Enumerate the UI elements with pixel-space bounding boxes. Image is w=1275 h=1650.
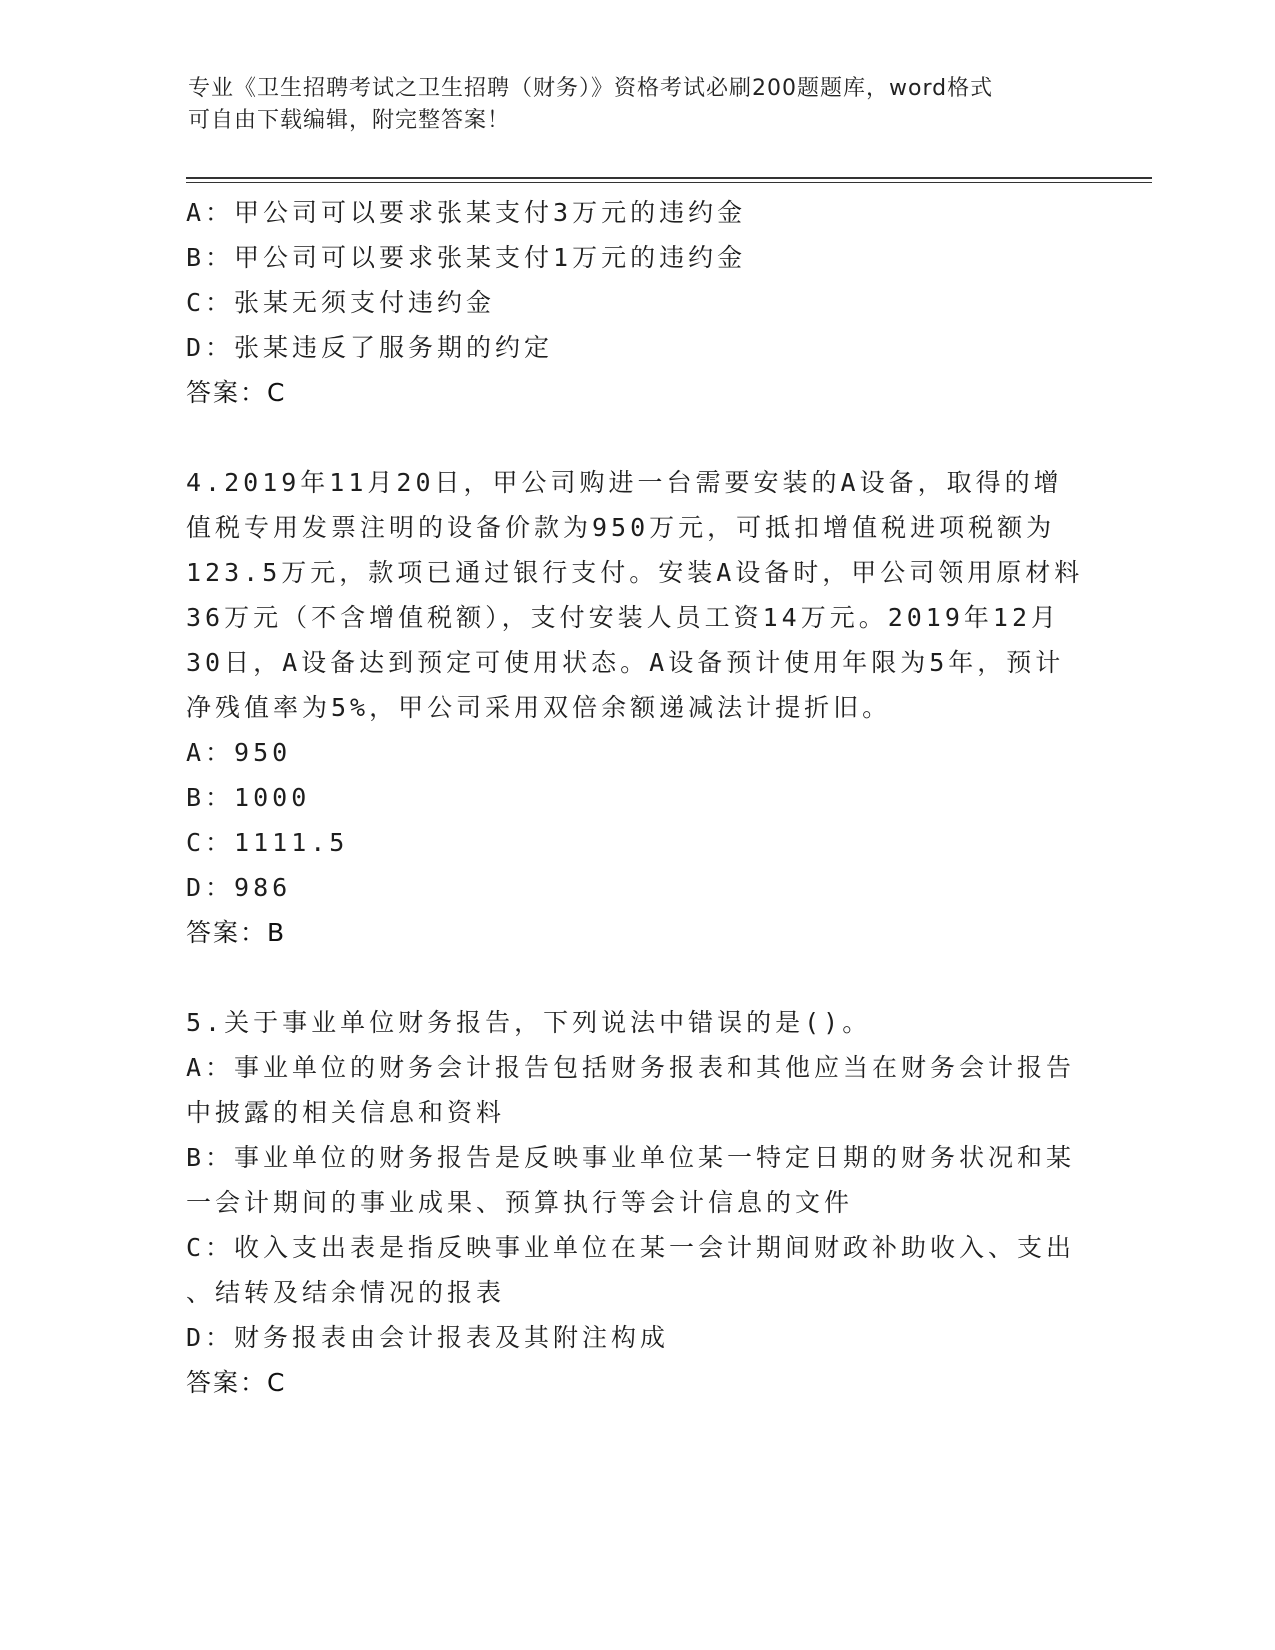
q3-option-a: A：甲公司可以要求张某支付3万元的违约金 bbox=[186, 198, 747, 227]
q3-option-c: C：张某无须支付违约金 bbox=[186, 288, 496, 317]
spacer bbox=[186, 416, 1086, 460]
q4-stem-line: 值税专用发票注明的设备价款为950万元，可抵扣增值税进项税额为 bbox=[186, 513, 1056, 542]
q5-option-c-cont: 、结转及结余情况的报表 bbox=[186, 1278, 506, 1307]
header-divider-thick bbox=[186, 177, 1152, 179]
q3-option-b: B：甲公司可以要求张某支付1万元的违约金 bbox=[186, 243, 747, 272]
q5-answer: 答案：C bbox=[186, 1368, 287, 1397]
q5-option-a-cont: 中披露的相关信息和资料 bbox=[186, 1098, 506, 1127]
header-line-1: 专业《卫生招聘考试之卫生招聘（财务）》资格考试必刷200题题库，word格式 bbox=[188, 76, 994, 101]
header-line-2: 可自由下载编辑，附完整答案！ bbox=[188, 108, 511, 133]
question-4 bbox=[186, 460, 1086, 956]
q4-stem-line: 36万元（不含增值税额），支付安装人员工资14万元。2019年12月 bbox=[186, 603, 1061, 632]
q4-stem-line: 123.5万元，款项已通过银行支付。安装A设备时，甲公司领用原材料 bbox=[186, 558, 1084, 587]
header-divider-thin bbox=[186, 182, 1152, 183]
q4-option-b: B：1000 bbox=[186, 783, 311, 812]
q5-option-c: C：收入支出表是指反映事业单位在某一会计期间财政补助收入、支出 bbox=[186, 1233, 1076, 1262]
q5-option-b: B：事业单位的财务报告是反映事业单位某一特定日期的财务状况和某 bbox=[186, 1143, 1076, 1172]
q5-stem-line: 5.关于事业单位财务报告，下列说法中错误的是()。 bbox=[186, 1008, 872, 1037]
question-content bbox=[186, 190, 1086, 1406]
q3-option-d: D：张某违反了服务期的约定 bbox=[186, 333, 554, 362]
q4-answer: 答案：B bbox=[186, 918, 287, 947]
q5-option-d: D：财务报表由会计报表及其附注构成 bbox=[186, 1323, 670, 1352]
q4-option-a: A：950 bbox=[186, 738, 292, 767]
q4-option-d: D：986 bbox=[186, 873, 292, 902]
q5-option-b-cont: 一会计期间的事业成果、预算执行等会计信息的文件 bbox=[186, 1188, 854, 1217]
question-3 bbox=[186, 190, 1086, 416]
question-5 bbox=[186, 1000, 1086, 1406]
q5-option-a: A：事业单位的财务会计报告包括财务报表和其他应当在财务会计报告 bbox=[186, 1053, 1076, 1082]
q4-stem-line: 30日，A设备达到预定可使用状态。A设备预计使用年限为5年，预计 bbox=[186, 648, 1065, 677]
document-header bbox=[188, 73, 1068, 137]
q4-stem-line: 净残值率为5%，甲公司采用双倍余额递减法计提折旧。 bbox=[186, 693, 892, 722]
q4-stem-line: 4.2019年11月20日，甲公司购进一台需要安装的A设备，取得的增 bbox=[186, 468, 1063, 497]
spacer bbox=[186, 956, 1086, 1000]
q4-option-c: C：1111.5 bbox=[186, 828, 349, 857]
q3-answer: 答案：C bbox=[186, 378, 287, 407]
